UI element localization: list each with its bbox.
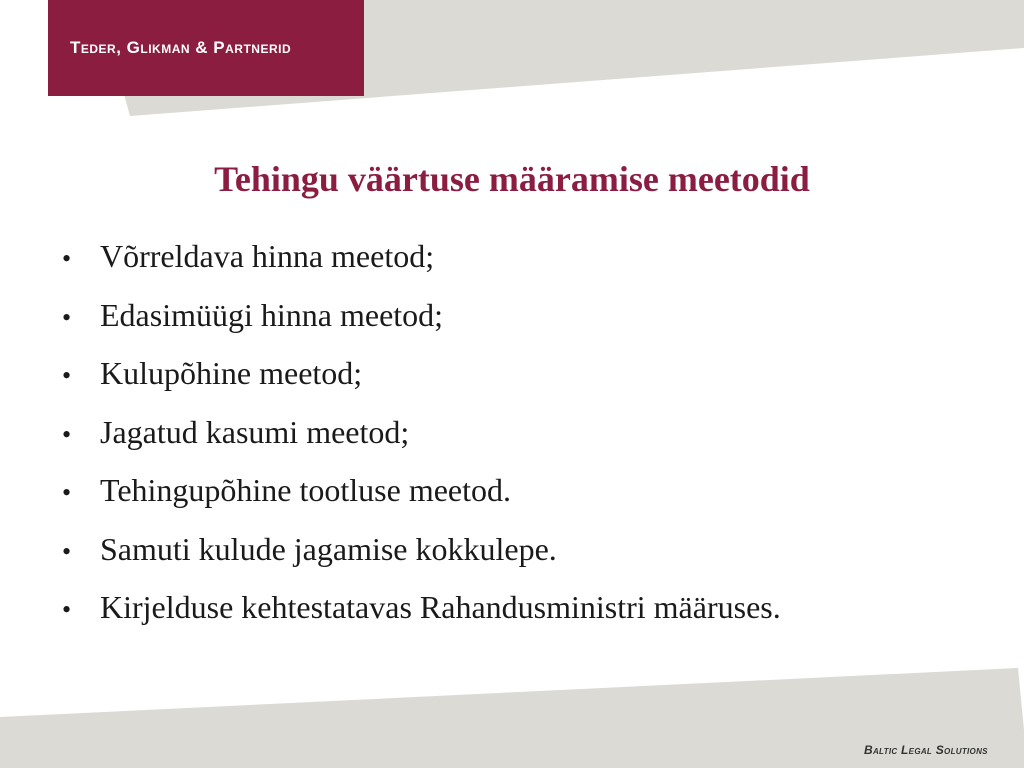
list-item-text: Kirjelduse kehtestatavas Rahandusministri määruses. (100, 589, 781, 625)
bullet-icon: • (62, 595, 72, 624)
bullet-icon: • (62, 244, 72, 273)
list-item-text: Tehingupõhine tootluse meetod. (100, 472, 512, 508)
list-item (62, 355, 781, 414)
list-item (62, 472, 781, 531)
footer-tagline: Baltic Legal Solutions (864, 743, 988, 757)
list-item (62, 531, 781, 590)
bullet-list (62, 238, 781, 648)
list-item (62, 414, 781, 473)
bullet-icon: • (62, 536, 72, 566)
bullet-icon: • (62, 419, 72, 449)
list-item-text: Võrreldava hinna meetod; (100, 238, 435, 274)
list-item-text: Edasimüügi hinna meetod; (100, 296, 444, 333)
list-item (62, 238, 781, 297)
firm-name: Teder, Glikman & Partnerid (70, 38, 292, 57)
list-item-text: Kulupõhine meetod; (100, 355, 363, 391)
firm-logo (48, 0, 364, 96)
bullet-icon: • (62, 361, 72, 390)
list-item (62, 297, 781, 356)
list-item-text: Samuti kulude jagamise kokkulepe. (100, 530, 557, 567)
bullet-icon: • (62, 478, 72, 507)
bullet-icon: • (62, 302, 72, 332)
list-item (62, 589, 781, 648)
list-item-text: Jagatud kasumi meetod; (100, 413, 410, 450)
slide-title: Tehingu väärtuse määramise meetodid (214, 159, 810, 199)
